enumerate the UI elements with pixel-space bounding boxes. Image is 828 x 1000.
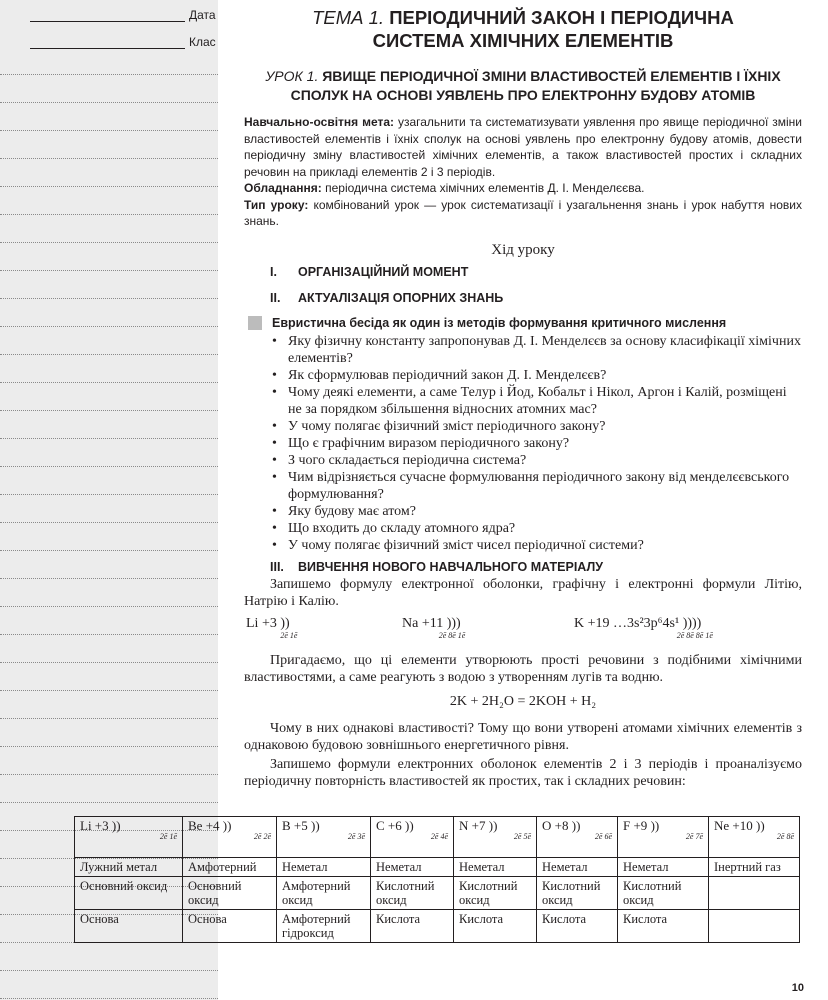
formula-row [244,616,802,650]
shell-arcs: )) [111,818,121,833]
class-underline [30,47,185,49]
page-number: 10 [791,982,804,994]
formula-text: Li +3 [246,615,277,631]
note-line [0,634,218,635]
paragraph [244,756,802,790]
shell-arcs: )) [488,818,498,833]
table-cell [371,817,454,858]
note-line [0,802,218,803]
bullet-icon: • [272,384,277,400]
note-line [0,354,218,355]
table-cell: Основа [183,910,277,943]
bullet-icon: • [272,503,277,519]
question-text: У чому полягає фізичний зміст періодичного закону? [288,418,606,434]
goal-text: узагальнити та систематизувати уявлення про явище періодичної зміни властивостей елементів і їхніх сполук на основі уявлень про електронну будову атомів, довести періодичну зміну властивостей хімічних елементів, а також властивостей простих і складних речовин на прикладі елементів 2 і 3 періодів. [244,115,803,179]
shell-arcs: )) [280,615,290,631]
date-label: Дата [189,8,216,22]
table-cell: Амфотерний оксид [277,877,371,910]
section-number: II. [270,290,281,305]
shell-electrons: 2ē 3ē [347,832,365,841]
question-text: Що є графічним виразом періодичного закону? [288,435,570,451]
shell-arcs: )) [405,818,414,833]
table-cell: Кислота [537,910,618,943]
course-title: Хід уроку [491,241,555,258]
table-cell: Основний оксид [183,877,277,910]
section-heading [244,291,802,305]
table-cell: Кислота [371,910,454,943]
section-title: АКТУАЛІЗАЦІЯ ОПОРНИХ ЗНАНЬ [298,290,504,305]
question-text: Яку фізичну константу запропонував Д. І. Менделєєв за основу класифікації хімічних елементів? [288,333,801,366]
list-item [272,435,802,452]
table-cell: Неметал [537,858,618,877]
note-line [0,214,218,215]
square-marker-icon [248,316,262,330]
table-cell: Кислота [454,910,537,943]
shell-arcs: )) [222,818,232,833]
section-number: III. [270,559,284,574]
bullet-icon: • [272,469,277,485]
date-field[interactable] [30,8,216,22]
equipment-label: Обладнання: [244,181,322,195]
table-cell: Інертний газ [709,858,800,877]
shell-electrons: 2ē 8ē 1ē [438,630,466,640]
note-line [0,774,218,775]
table-cell: Кислота [618,910,709,943]
elements-table [74,816,800,943]
lesson-title [244,67,802,105]
question-text: Яку будову має атом? [288,503,416,519]
section-number: I. [270,264,277,279]
table-cell: Основа [75,910,183,943]
paragraph-text: Пригадаємо, що ці елементи утворюють прості речовини з подібними хімічними властивостями, а саме реагують з водою з утворенням лугів та водню. [244,652,802,685]
lesson-prefix: УРОК 1. [265,68,319,84]
table-cell [183,817,277,858]
lesson-line1: ЯВИЩЕ ПЕРІОДИЧНОЇ ЗМІНИ ВЛАСТИВОСТЕЙ ЕЛЕМЕНТІВ І ЇХНІХ [322,68,781,84]
note-line [0,130,218,131]
note-line [0,662,218,663]
shell-electrons: 2ē 6ē [594,832,612,841]
note-line [0,102,218,103]
question-text: Чим відрізняється сучасне формулювання періодичного закону від менделєєвського формулювання? [288,469,790,502]
class-label: Клас [189,35,216,49]
table-cell: Кислотний оксид [537,877,618,910]
note-line [0,550,218,551]
note-line [0,438,218,439]
table-row [75,858,800,877]
note-line [0,74,218,75]
shell-arcs: )) [756,818,765,833]
table-cell [709,910,800,943]
note-line [0,298,218,299]
note-line [0,718,218,719]
note-line [0,466,218,467]
shell-electrons: 2ē 5ē [513,832,531,841]
note-line [0,690,218,691]
topic-line2: СИСТЕМА ХІМІЧНИХ ЕЛЕМЕНТІВ [372,30,674,51]
question-text: Як сформулював періодичний закон Д. І. Менделєєв? [288,367,607,383]
question-text: Що входить до складу атомного ядра? [288,520,516,536]
table-cell [709,817,800,858]
cell-text: C +6 [376,818,402,833]
note-line [0,410,218,411]
list-item [272,537,802,554]
paragraph [244,720,802,754]
page-content [244,0,802,790]
note-line [0,186,218,187]
cell-text: O +8 [542,818,569,833]
reaction-equation: 2K + 2H₂O = 2KOH + H₂ [449,693,597,709]
table-cell: Амфотерний гідроксид [277,910,371,943]
bullet-icon: • [272,452,277,468]
bullet-icon: • [272,435,277,451]
list-item [272,418,802,435]
note-line [0,578,218,579]
note-line [0,746,218,747]
table-cell: Кислотний оксид [371,877,454,910]
bullet-icon: • [272,367,277,383]
lesson-line2: СПОЛУК НА ОСНОВІ УЯВЛЕНЬ ПРО ЕЛЕКТРОННУ БУДОВУ АТОМІВ [290,87,756,103]
section-title: ОРГАНІЗАЦІЙНИЙ МОМЕНТ [298,264,469,279]
shell-electrons: 2ē 7ē [685,832,703,841]
cell-text: Ne +10 [714,818,753,833]
table-header-row [75,817,800,858]
paragraph-text: Запишемо формули електронних оболонок елементів 2 і 3 періодів і проаналізуємо періодичну повторність властивостей як простих, так і складних речовин: [244,756,802,789]
date-underline [30,20,185,22]
table-cell: Неметал [618,858,709,877]
table-cell: Неметал [454,858,537,877]
bullet-icon: • [272,537,277,553]
formula-text: K +19 …3s²3p⁶4s¹ [574,615,680,631]
table-cell [709,877,800,910]
table-cell: Кислотний оксид [618,877,709,910]
note-line [0,494,218,495]
table-row [75,877,800,910]
table-cell [277,817,371,858]
note-line [0,326,218,327]
shells-k [676,615,713,640]
list-item [272,384,802,418]
heuristic-heading [248,316,802,330]
table-cell [75,817,183,858]
note-line [0,606,218,607]
section-heading [244,265,802,279]
table-cell: Неметал [277,858,371,877]
list-item [272,469,802,503]
list-item [272,520,802,537]
cell-text: Li +3 [80,818,109,833]
shell-electrons: 2ē 2ē [253,832,271,841]
formula-text: Na +11 [402,615,444,631]
note-line [0,970,218,971]
shell-electrons: 2ē 8ē 8ē 1ē [676,630,713,640]
shells-li [280,615,298,640]
section-title: ВИВЧЕННЯ НОВОГО НАВЧАЛЬНОГО МАТЕРІАЛУ [298,559,604,574]
list-item [272,503,802,520]
formula-na [402,615,466,640]
shell-electrons: 2ē 4ē [430,832,448,841]
cell-text: F +9 [623,818,648,833]
formula-k [574,615,713,640]
equipment-text: періодична система хімічних елементів Д. І. Менделєєва. [325,181,645,195]
bullet-icon: • [272,418,277,434]
note-line [0,382,218,383]
list-item [272,333,802,367]
table-cell: Лужний метал [75,858,183,877]
table-row [75,910,800,943]
topic-prefix: ТЕМА 1. [312,7,385,28]
table-cell: Амфотерний [183,858,277,877]
shell-arcs: )) [571,818,581,833]
question-text: Чому деякі елементи, а саме Телур і Йод, Кобальт і Нікол, Аргон і Калій, розміщені не за порядком збільшення відносних атомних мас? [288,384,787,417]
table-cell [618,817,709,858]
goal-label: Навчально-освітня мета: [244,115,395,129]
heuristic-title: Евристична бесіда як один із методів формування критичного мислення [272,315,727,330]
note-line [0,998,218,999]
paragraph [244,576,802,610]
lesson-type-text: комбінований урок — урок систематизації і узагальнення знань і урок набуття нових знань. [244,197,802,228]
bullet-icon: • [272,520,277,536]
note-line [0,242,218,243]
paragraph-text: Чому в них однакові властивості? Тому що вони утворені атомами хімічних елементів з однаковою будовою зовнішнього енергетичного рівня. [244,720,802,753]
cell-text: Be +4 [188,818,220,833]
shell-arcs: )) [311,818,320,833]
shells-na [438,615,466,640]
topic-title [244,6,802,52]
topic-line1: ПЕРІОДИЧНИЙ ЗАКОН І ПЕРІОДИЧНА [389,7,734,28]
shell-electrons: 2ē 1ē [280,630,298,640]
table-cell [454,817,537,858]
shell-arcs: )) [650,818,660,833]
shell-arcs: )))) [682,615,702,631]
question-list [244,333,802,554]
table-cell: Основний оксид [75,877,183,910]
shell-arcs: ))) [446,615,461,631]
lesson-goals [244,114,802,230]
note-line [0,522,218,523]
class-field[interactable] [30,35,216,49]
lesson-type-label: Тип уроку: [244,197,309,212]
question-text: У чому полягає фізичний зміст чисел періодичної системи? [288,537,644,553]
table-cell: Кислотний оксид [454,877,537,910]
paragraph-text: Запишемо формулу електронної оболонки, графічну і електронні формули Літію, Натрію і Калію. [244,576,802,609]
bullet-icon: • [272,333,277,349]
table-cell [537,817,618,858]
cell-text: B +5 [282,818,308,833]
shell-electrons: 2ē 1ē [159,832,177,841]
note-line [0,158,218,159]
paragraph [244,652,802,686]
list-item [272,367,802,384]
formula-li [246,615,298,640]
table-cell: Неметал [371,858,454,877]
cell-text: N +7 [459,818,486,833]
note-line [0,270,218,271]
question-text: З чого складається періодична система? [288,452,527,468]
section-heading [244,560,802,574]
list-item [272,452,802,469]
shell-electrons: 2ē 8ē [776,832,794,841]
